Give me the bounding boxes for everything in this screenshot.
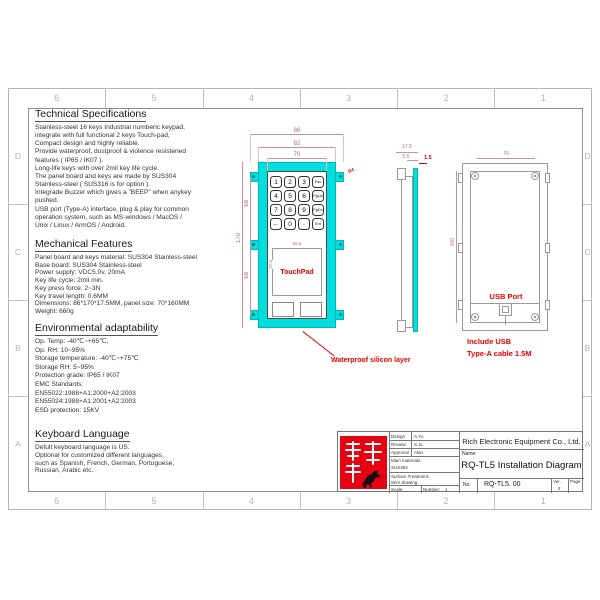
zone-number: 3 — [346, 93, 352, 103]
spec-line: Storage RH: 5~95% — [35, 363, 94, 371]
key-cap: 2 — [284, 176, 296, 188]
dim-line — [258, 147, 336, 148]
dim-line — [267, 158, 327, 159]
name-label: Name: — [462, 451, 477, 457]
dim-ext — [335, 147, 336, 162]
title-block-line — [389, 485, 459, 486]
side-notch — [545, 300, 550, 310]
touch-button-right — [300, 302, 322, 317]
number-value: 1 — [445, 487, 448, 492]
ruler-tick — [397, 492, 398, 510]
spec-line: Stainless-steel ( SUS316 is for option ). — [35, 181, 151, 189]
dim-line — [250, 134, 344, 135]
dim-ext — [258, 147, 259, 162]
keyboard-language-lines — [35, 444, 174, 475]
ruler-tick — [105, 88, 106, 108]
no-value: RQ-TL5. 00 — [484, 481, 521, 488]
screw-hole — [471, 172, 479, 180]
waterproof-layer-label: Waterproof silicon layer — [331, 357, 411, 364]
dim-label: 170 — [236, 233, 242, 244]
side-tab-bottom — [397, 320, 406, 332]
spec-line: Provide waterproof, dustproof & violence resistened — [35, 148, 187, 156]
scale-label: Scale: — [391, 487, 404, 492]
zone-letter: A — [15, 439, 21, 449]
company-logo — [340, 436, 387, 489]
leader-line — [419, 163, 427, 164]
spec-line: Russian, Arabic etc. — [35, 467, 94, 475]
ruler-tick — [300, 88, 301, 108]
ruler-tick — [583, 204, 592, 205]
spec-line: Key press force: 2~3N — [35, 284, 101, 292]
ruler-tick — [494, 88, 495, 108]
key-cap: 6 — [298, 190, 310, 202]
logo-calligraphy — [340, 436, 387, 489]
key-cap: 7 — [270, 204, 282, 216]
surface-label: Surface Treatment: — [391, 474, 430, 479]
title-block-line — [389, 448, 459, 449]
title-block-line — [389, 440, 459, 441]
spec-line: Integrade Buzzer which gives a "BEEP" when anykey — [35, 189, 192, 197]
spec-line: EN55022:1988+A1:2000+A2:2003 — [35, 389, 136, 397]
spec-line: Base board: SUS304 Stainless-steel — [35, 261, 142, 269]
ruler-tick — [203, 88, 204, 108]
screw-hole — [471, 313, 479, 321]
ruler-tick — [583, 396, 592, 397]
environmental-lines — [35, 338, 139, 415]
title-block-line — [459, 449, 584, 450]
section-title-mechanical: Mechanical Features — [35, 238, 133, 250]
ruler-tick — [300, 492, 301, 510]
side-notch — [458, 300, 463, 310]
zone-number: 1 — [540, 93, 546, 103]
material-value: SUS304 — [391, 465, 408, 470]
dim-label: 17.5 — [402, 144, 412, 150]
title-block-line — [389, 432, 390, 493]
ver-value: 2 — [558, 486, 561, 491]
ruler-tick — [105, 492, 106, 510]
side-notch — [458, 173, 463, 183]
approval-value: Alan — [414, 450, 424, 455]
zone-number: 2 — [443, 93, 449, 103]
title-block-line — [568, 478, 569, 493]
title-block-line — [477, 478, 478, 493]
side-notch — [458, 243, 463, 253]
key-cap: 3 — [298, 176, 310, 188]
key-cap: 4 — [270, 190, 282, 202]
dim-label: 68 — [244, 200, 250, 207]
key-cap: 1 — [270, 176, 282, 188]
zone-letter: D — [14, 151, 22, 161]
spec-line: Dimensions: 86*170*17.5MM, panel size: 70*160MM — [35, 300, 190, 308]
spec-line: integrate with full functional 2 keys Touch-pad, — [35, 132, 170, 140]
tab-hole-callout: Ø4 — [347, 166, 355, 175]
usb-cable-note-line: Type-A cable 1.5M — [467, 349, 532, 358]
dim-label: 86 — [293, 128, 301, 134]
dim-line — [477, 158, 535, 159]
logo-horse-silhouette — [363, 471, 381, 488]
key-cap: · — [298, 218, 310, 230]
spec-line: USB port (Type-A) interface, plug & play for common — [35, 205, 189, 213]
ruler-tick — [397, 88, 398, 108]
spec-line: Panel board and keys material: SUS304 Stainless-steel — [35, 254, 198, 261]
key-cap: Esc — [312, 176, 324, 188]
key-grid — [270, 176, 324, 230]
zone-letter: B — [584, 343, 591, 353]
zone-number: 5 — [151, 496, 157, 506]
spec-line: Stainless-steel 16 keys Industrial numberic keypad, — [35, 124, 185, 131]
zone-number: 6 — [54, 93, 60, 103]
spec-line: Storage temperature: -40℃~+75℃ — [35, 355, 139, 363]
technical-spec-lines — [35, 124, 191, 230]
spec-line: The panel board and keys are made by SUS304 — [35, 172, 177, 180]
silicon-thickness-label: 1.5 — [424, 155, 432, 161]
tab-hole — [339, 243, 342, 246]
spec-line: Defult keyboard language is US. — [35, 444, 130, 451]
side-notch — [545, 173, 550, 183]
approval-label: Approval — [391, 450, 409, 455]
silicon-layer-side — [413, 168, 418, 332]
title-block — [337, 431, 583, 492]
screw-hole — [531, 313, 539, 321]
ruler-tick — [8, 300, 28, 301]
dim-label: 82 — [293, 141, 301, 147]
dim-ext — [250, 134, 251, 162]
spec-line: Unix / Linux / ArmOS / Android. — [35, 221, 126, 229]
zone-letter: B — [15, 343, 21, 353]
section-title-keyboard: Keyboard Language — [35, 428, 130, 440]
mechanical-feature-lines — [35, 254, 197, 316]
ruler-tick — [494, 492, 495, 510]
ruler-tick — [8, 396, 28, 397]
side-notch — [545, 243, 550, 253]
spec-line: pushed. — [35, 197, 59, 205]
page-label: Page — [570, 479, 581, 484]
touchpad-area — [272, 248, 322, 296]
company-name: Rich Electronic Equipment Co., Ltd. — [462, 437, 581, 446]
spec-line: Optional for customized different languages, — [35, 451, 164, 459]
zone-letter: C — [14, 247, 22, 257]
tab-hole — [339, 175, 342, 178]
touchpad-label: TouchPad — [280, 268, 314, 276]
spec-line: operation system, such as MS-windows / MacOS / — [35, 213, 182, 221]
surface-value: Wire drawing — [391, 480, 418, 485]
zone-number: 2 — [443, 496, 449, 506]
key-cap: 0 — [284, 218, 296, 230]
number-label: Number: — [423, 487, 441, 492]
key-cap: 5 — [284, 190, 296, 202]
side-tab-top — [397, 168, 406, 180]
dim-label: 68 — [244, 272, 250, 279]
screw-hole — [531, 172, 539, 180]
material-label: Main materials — [391, 458, 421, 463]
key-cap: PgUp — [312, 190, 324, 202]
spec-line: Weight: 660g — [35, 307, 74, 315]
section-title-technical: Technical Specifications — [35, 108, 147, 120]
no-label: No. — [463, 482, 471, 488]
spec-line: Key life cycle: 2mil min. — [35, 277, 104, 285]
spec-line: features ( IP65 / IK07 ). — [35, 156, 104, 164]
dim-label: 70 — [293, 152, 301, 158]
spec-line: Op. RH: 10~95% — [35, 346, 86, 354]
side-body — [401, 176, 413, 328]
zone-number: 5 — [151, 93, 157, 103]
usb-cable-note — [467, 336, 532, 360]
usb-cable-note-line: Include USB — [467, 337, 512, 346]
spec-line: Protection grade: IP65 / IK07 — [35, 372, 120, 380]
review-value: S.JL — [414, 442, 424, 447]
title-block-line — [551, 478, 552, 493]
spec-line: Long-life keys with over 2mil key life cycle. — [35, 164, 159, 172]
zone-letter: D — [584, 151, 591, 161]
dim-label: 55.6 — [292, 241, 302, 246]
title-block-line — [411, 432, 412, 456]
spec-line: ESD protection: 15KV — [35, 406, 100, 414]
key-cap: 8 — [284, 204, 296, 216]
ruler-tick — [203, 492, 204, 510]
zone-number: 3 — [346, 496, 352, 506]
key-cap: Ent — [312, 218, 324, 230]
ver-label: Ver. — [553, 479, 561, 484]
tab-hole — [339, 313, 342, 316]
dim-label: 76 — [503, 151, 509, 157]
tab-hole — [252, 243, 255, 246]
usb-connector-inner — [502, 306, 509, 313]
ruler-tick — [8, 204, 28, 205]
ruler-tick — [583, 300, 592, 301]
dim-label: 5.5 — [402, 154, 410, 160]
spec-line: Key travel length: 0.6MM — [35, 292, 108, 300]
spec-line: Compact design and highly reliable. — [35, 140, 140, 148]
key-cap: 9 — [298, 204, 310, 216]
usb-cable-stub — [505, 316, 506, 325]
dim-line — [242, 162, 243, 328]
key-cap: ← — [270, 218, 282, 230]
spec-line: EN55024:1988+A1:2001+A2:2003 — [35, 398, 136, 406]
zone-letter: A — [584, 439, 591, 449]
dim-line — [456, 171, 457, 323]
touch-button-left — [272, 302, 294, 317]
key-cap: PgDn — [312, 204, 324, 216]
review-label: Review — [391, 442, 406, 447]
tab-hole — [252, 313, 255, 316]
dim-line — [250, 177, 251, 315]
spec-line: such as Spanish, French, German, Portuguese, — [35, 459, 175, 467]
dim-ext — [343, 134, 344, 162]
title-block-line — [389, 456, 459, 457]
zone-number: 4 — [248, 93, 254, 103]
dim-ext — [267, 158, 268, 171]
title-block-line — [421, 485, 422, 493]
dim-label: 160 — [450, 238, 456, 247]
dim-label: 37.5 — [268, 260, 273, 269]
dim-line — [407, 160, 418, 161]
design-value: A.Yu — [414, 434, 424, 439]
spec-line: Op. Temp: -40℃~+65℃, — [35, 338, 109, 345]
dim-ext — [326, 158, 327, 171]
usb-port-label: USB Port — [489, 292, 523, 301]
zone-number: 6 — [54, 496, 60, 506]
spec-line: Power supply: VDC5.0v, 20mA — [35, 269, 126, 277]
zone-number: 1 — [540, 496, 546, 506]
design-label: Design — [391, 434, 406, 439]
title-block-line — [389, 472, 459, 473]
dim-line — [396, 152, 418, 153]
spec-line: EMC Standards: — [35, 380, 84, 388]
tab-hole — [252, 175, 255, 178]
section-title-environmental: Environmental adaptability — [35, 322, 159, 334]
drawing-title: RQ-TL5 Installation Diagram — [461, 460, 582, 471]
zone-letter: C — [584, 247, 591, 257]
zone-number: 4 — [248, 496, 254, 506]
